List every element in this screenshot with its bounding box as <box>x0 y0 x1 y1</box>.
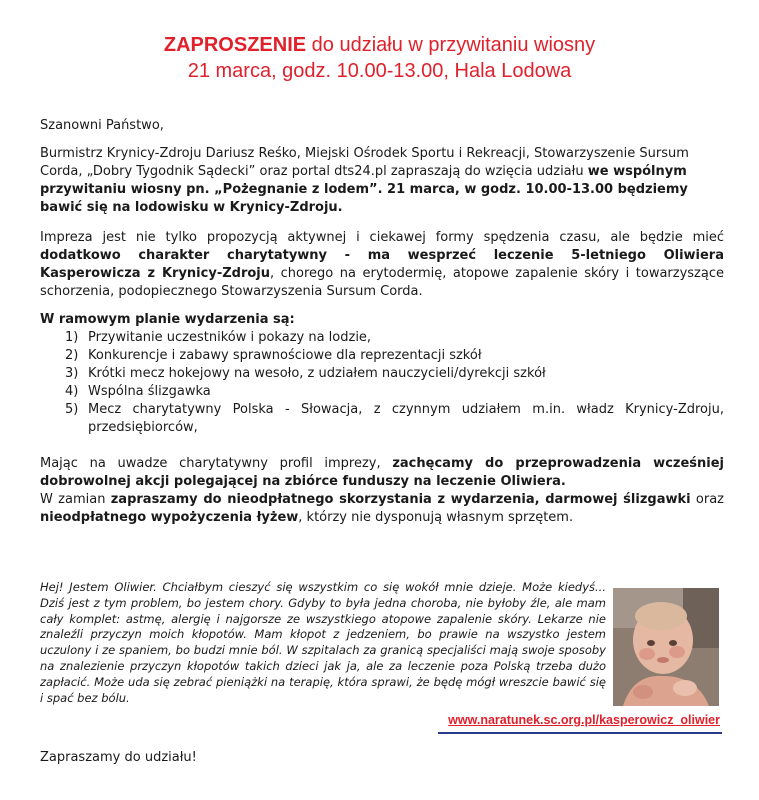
plan-list <box>40 329 724 437</box>
para3-bold-1: zachęcamy do przeprowadzenia wcześniej dobrowolnej akcji polegającej na zbiórce funduszy na leczenie Oliwiera. <box>40 456 725 489</box>
title-block <box>0 32 759 84</box>
paragraph-charity <box>40 229 724 301</box>
para3-text-3: oraz <box>690 492 724 507</box>
para3-text-4: , którzy nie dysponują własnym sprzętem. <box>298 510 574 525</box>
paragraph-organizers <box>40 145 724 217</box>
plan-item-number: 3) <box>65 366 79 381</box>
para3-text-2: W zamian <box>40 492 111 507</box>
para3-text-1: Mając na uwadze charytatywny profil imprezy, <box>40 456 393 471</box>
child-photo-image <box>613 588 719 706</box>
plan-item-number: 4) <box>65 384 79 399</box>
plan-item <box>40 401 724 419</box>
plan-item-text: Konkurencje i zabawy sprawnościowe dla reprezentacji szkół <box>88 348 482 363</box>
plan-item-text: Krótki mecz hokejowy na wesoło, z udziałem nauczycieli/dyrekcji szkół <box>88 366 546 381</box>
plan-item-text: Przywitanie uczestników i pokazy na lodzie, <box>88 330 372 345</box>
plan-heading: W ramowym planie wydarzenia są: <box>40 312 295 327</box>
event-plan <box>40 311 724 437</box>
plan-item-number: 1) <box>65 330 79 345</box>
plan-item <box>40 329 724 347</box>
closing-text: Zapraszamy do udziału! <box>40 750 197 765</box>
para3-bold-2: zapraszamy do nieodpłatnego skorzystania z wydarzenia, darmowej ślizgawki <box>110 492 691 507</box>
para1-bold: we wspólnym przywitaniu wiosny pn. „Pożegnanie z lodem”. 21 marca, w godz. 10.00-13.00 będziemy bawić się na lodowisku w Krynicy-Zdroju. <box>40 164 688 215</box>
page-title <box>0 32 759 58</box>
para2-bold: dodatkowo charakter charytatywny - ma wesprzeć leczenie 5-letniego Oliwiera Kasperowicza z Krynicy-Zdroju <box>40 248 724 281</box>
title-rest: do udziału w przywitaniu wiosny <box>306 34 596 56</box>
plan-item-number: 5) <box>65 402 79 417</box>
title-strong: ZAPROSZENIE <box>163 34 307 56</box>
para3-bold-3: nieodpłatnego wypożyczenia łyżew <box>40 510 299 525</box>
oliwier-note: Hej! Jestem Oliwier. Chciałbym cieszyć się wszystkim co się wokół mnie dzieje. Może kiedyś... Dziś jest z tym problem, bo jestem chory. Gdyby to była jedna choroba, nie byłoby źle, ale mam cały komplet: astmę, alergię i najgorsze ze wszystkiego atopowe zapalenie skóry. Lekarze nie znaleźli przyczyn moich kłopotów. Mam kłopot z jedzeniem, bo prawie na wszystko jestem uczulony i ze spaniem, bo budzi mnie ból. W szpitalach za granicą specjaliści mają swoje sposoby na znalezienie przyczyn kłopotów takich dzieci jak ja, ale za leczenie poza Polską trzeba dużo zapłacić. Może uda się zebrać pieniążki na terapię, która sprawi, że będę mógł wreszcie bawić się i spać bez bólu. <box>40 580 606 705</box>
plan-item-continuation <box>40 419 724 437</box>
plan-item-text: Wspólna ślizgawka <box>88 384 211 399</box>
fundraising-link[interactable]: www.naratunek.sc.org.pl/kasperowicz_oliwier <box>448 713 720 727</box>
para2-text-1: Impreza jest nie tylko propozycją aktywnej i ciekawej formy spędzenia czasu, ale będzie mieć <box>40 230 724 245</box>
plan-item <box>40 365 724 383</box>
plan-item <box>40 347 724 365</box>
para1-text: Burmistrz Krynicy-Zdroju Dariusz Reśko, Miejski Ośrodek Sportu i Rekreacji, Stowarzyszenie Sursum Corda, „Dobry Tygodnik Sądecki” oraz portal dts24.pl zapraszają do wzięcia udziału <box>40 146 689 179</box>
greeting: Szanowni Państwo, <box>40 118 164 133</box>
link-underline-divider <box>438 732 722 734</box>
plan-item-number: 2) <box>65 348 79 363</box>
child-photo <box>613 588 719 706</box>
plan-item <box>40 383 724 401</box>
page-subtitle: 21 marca, godz. 10.00-13.00, Hala Lodowa <box>187 60 572 82</box>
plan-item-text: przedsiębiorców, <box>88 420 198 435</box>
paragraph-fundraising <box>40 455 724 527</box>
para2-text-2: , chorego na erytodermię, atopowe zapalenie skóry i towarzyszące schorzenia, podopiecznego Stowarzyszenia Sursum Corda. <box>40 266 724 299</box>
plan-item-text: Mecz charytatywny Polska - Słowacja, z czynnym udziałem m.in. władz Krynicy-Zdroju, <box>88 402 724 417</box>
